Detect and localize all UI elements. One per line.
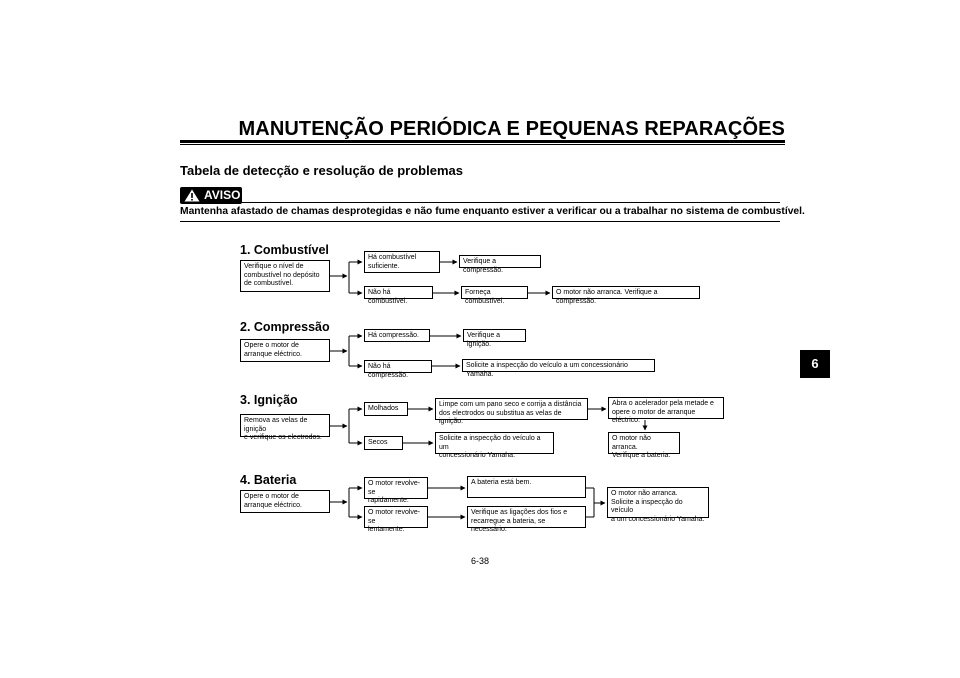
chapter-tab: 6 bbox=[800, 350, 830, 378]
warning-badge-label: AVISO bbox=[204, 188, 241, 202]
box-check-ignition: Verifique a ignição. bbox=[463, 329, 526, 342]
warning-text: Mantenha afastado de chamas desprotegidas e não fume enquanto estiver a verificar ou a trabalhar no sistema de combustível. bbox=[180, 206, 805, 217]
box-has-compression: Há compressão. bbox=[364, 329, 430, 342]
box-fuel-sufficient: Há combustível suficiente. bbox=[364, 251, 440, 273]
section-title: Tabela de detecção e resolução de problemas bbox=[180, 163, 463, 178]
heading-combustivel: 1. Combustível bbox=[240, 243, 329, 257]
box-engine-no-start-check-battery: O motor não arranca. Verifique a bateria. bbox=[608, 432, 680, 454]
box-wet: Molhados bbox=[364, 402, 408, 416]
box-request-inspection-compression: Solicite a inspecção do veículo a um concessionário Yamaha. bbox=[462, 359, 655, 372]
box-operate-starter-battery: Opere o motor de arranque eléctrico. bbox=[240, 490, 330, 513]
box-check-wires-recharge: Verifique as ligações dos fios e recarregue a bateria, se necessário. bbox=[467, 506, 586, 528]
box-clean-electrodes: Limpe com um pano seco e corrija a distância dos electrodos ou substitua as velas de ignição. bbox=[435, 398, 588, 420]
box-no-fuel: Não há combustível. bbox=[364, 286, 433, 299]
box-remove-spark-plugs: Remova as velas de ignição e verifique os electrodos. bbox=[240, 414, 330, 437]
box-open-throttle-operate-starter: Abra o acelerador pela metade e opere o motor de arranque eléctrico. bbox=[608, 397, 724, 419]
box-operate-starter: Opere o motor de arranque eléctrico. bbox=[240, 339, 330, 362]
box-supply-fuel: Forneça combustível. bbox=[461, 286, 528, 299]
box-check-compression: Verifique a compressão. bbox=[459, 255, 541, 268]
heading-ignicao: 3. Ignição bbox=[240, 393, 298, 407]
box-engine-no-start-check-compression: O motor não arranca. Verifique a compressão. bbox=[552, 286, 700, 299]
box-no-compression: Não há compressão. bbox=[364, 360, 432, 373]
box-engine-turns-slow: O motor revolve-se lentamente. bbox=[364, 506, 428, 528]
box-battery-ok: A bateria está bem. bbox=[467, 476, 586, 498]
heading-compressao: 2. Compressão bbox=[240, 320, 330, 334]
box-check-fuel-level: Verifique o nível de combustível no depósito de combustível. bbox=[240, 260, 330, 292]
box-dry: Secos bbox=[364, 436, 403, 450]
page-number: 6-38 bbox=[470, 556, 489, 566]
box-request-inspection-ignition: Solicite a inspecção do veículo a um concessionário Yamaha. bbox=[435, 432, 554, 454]
page-title: MANUTENÇÃO PERIÓDICA E PEQUENAS REPARAÇÕES bbox=[238, 118, 785, 140]
box-engine-turns-fast: O motor revolve-se rapidamente. bbox=[364, 477, 428, 499]
heading-bateria: 4. Bateria bbox=[240, 473, 297, 487]
box-engine-no-start-request-inspection: O motor não arranca. Solicite a inspecção do veículo a um concessionário Yamaha. bbox=[607, 487, 709, 518]
